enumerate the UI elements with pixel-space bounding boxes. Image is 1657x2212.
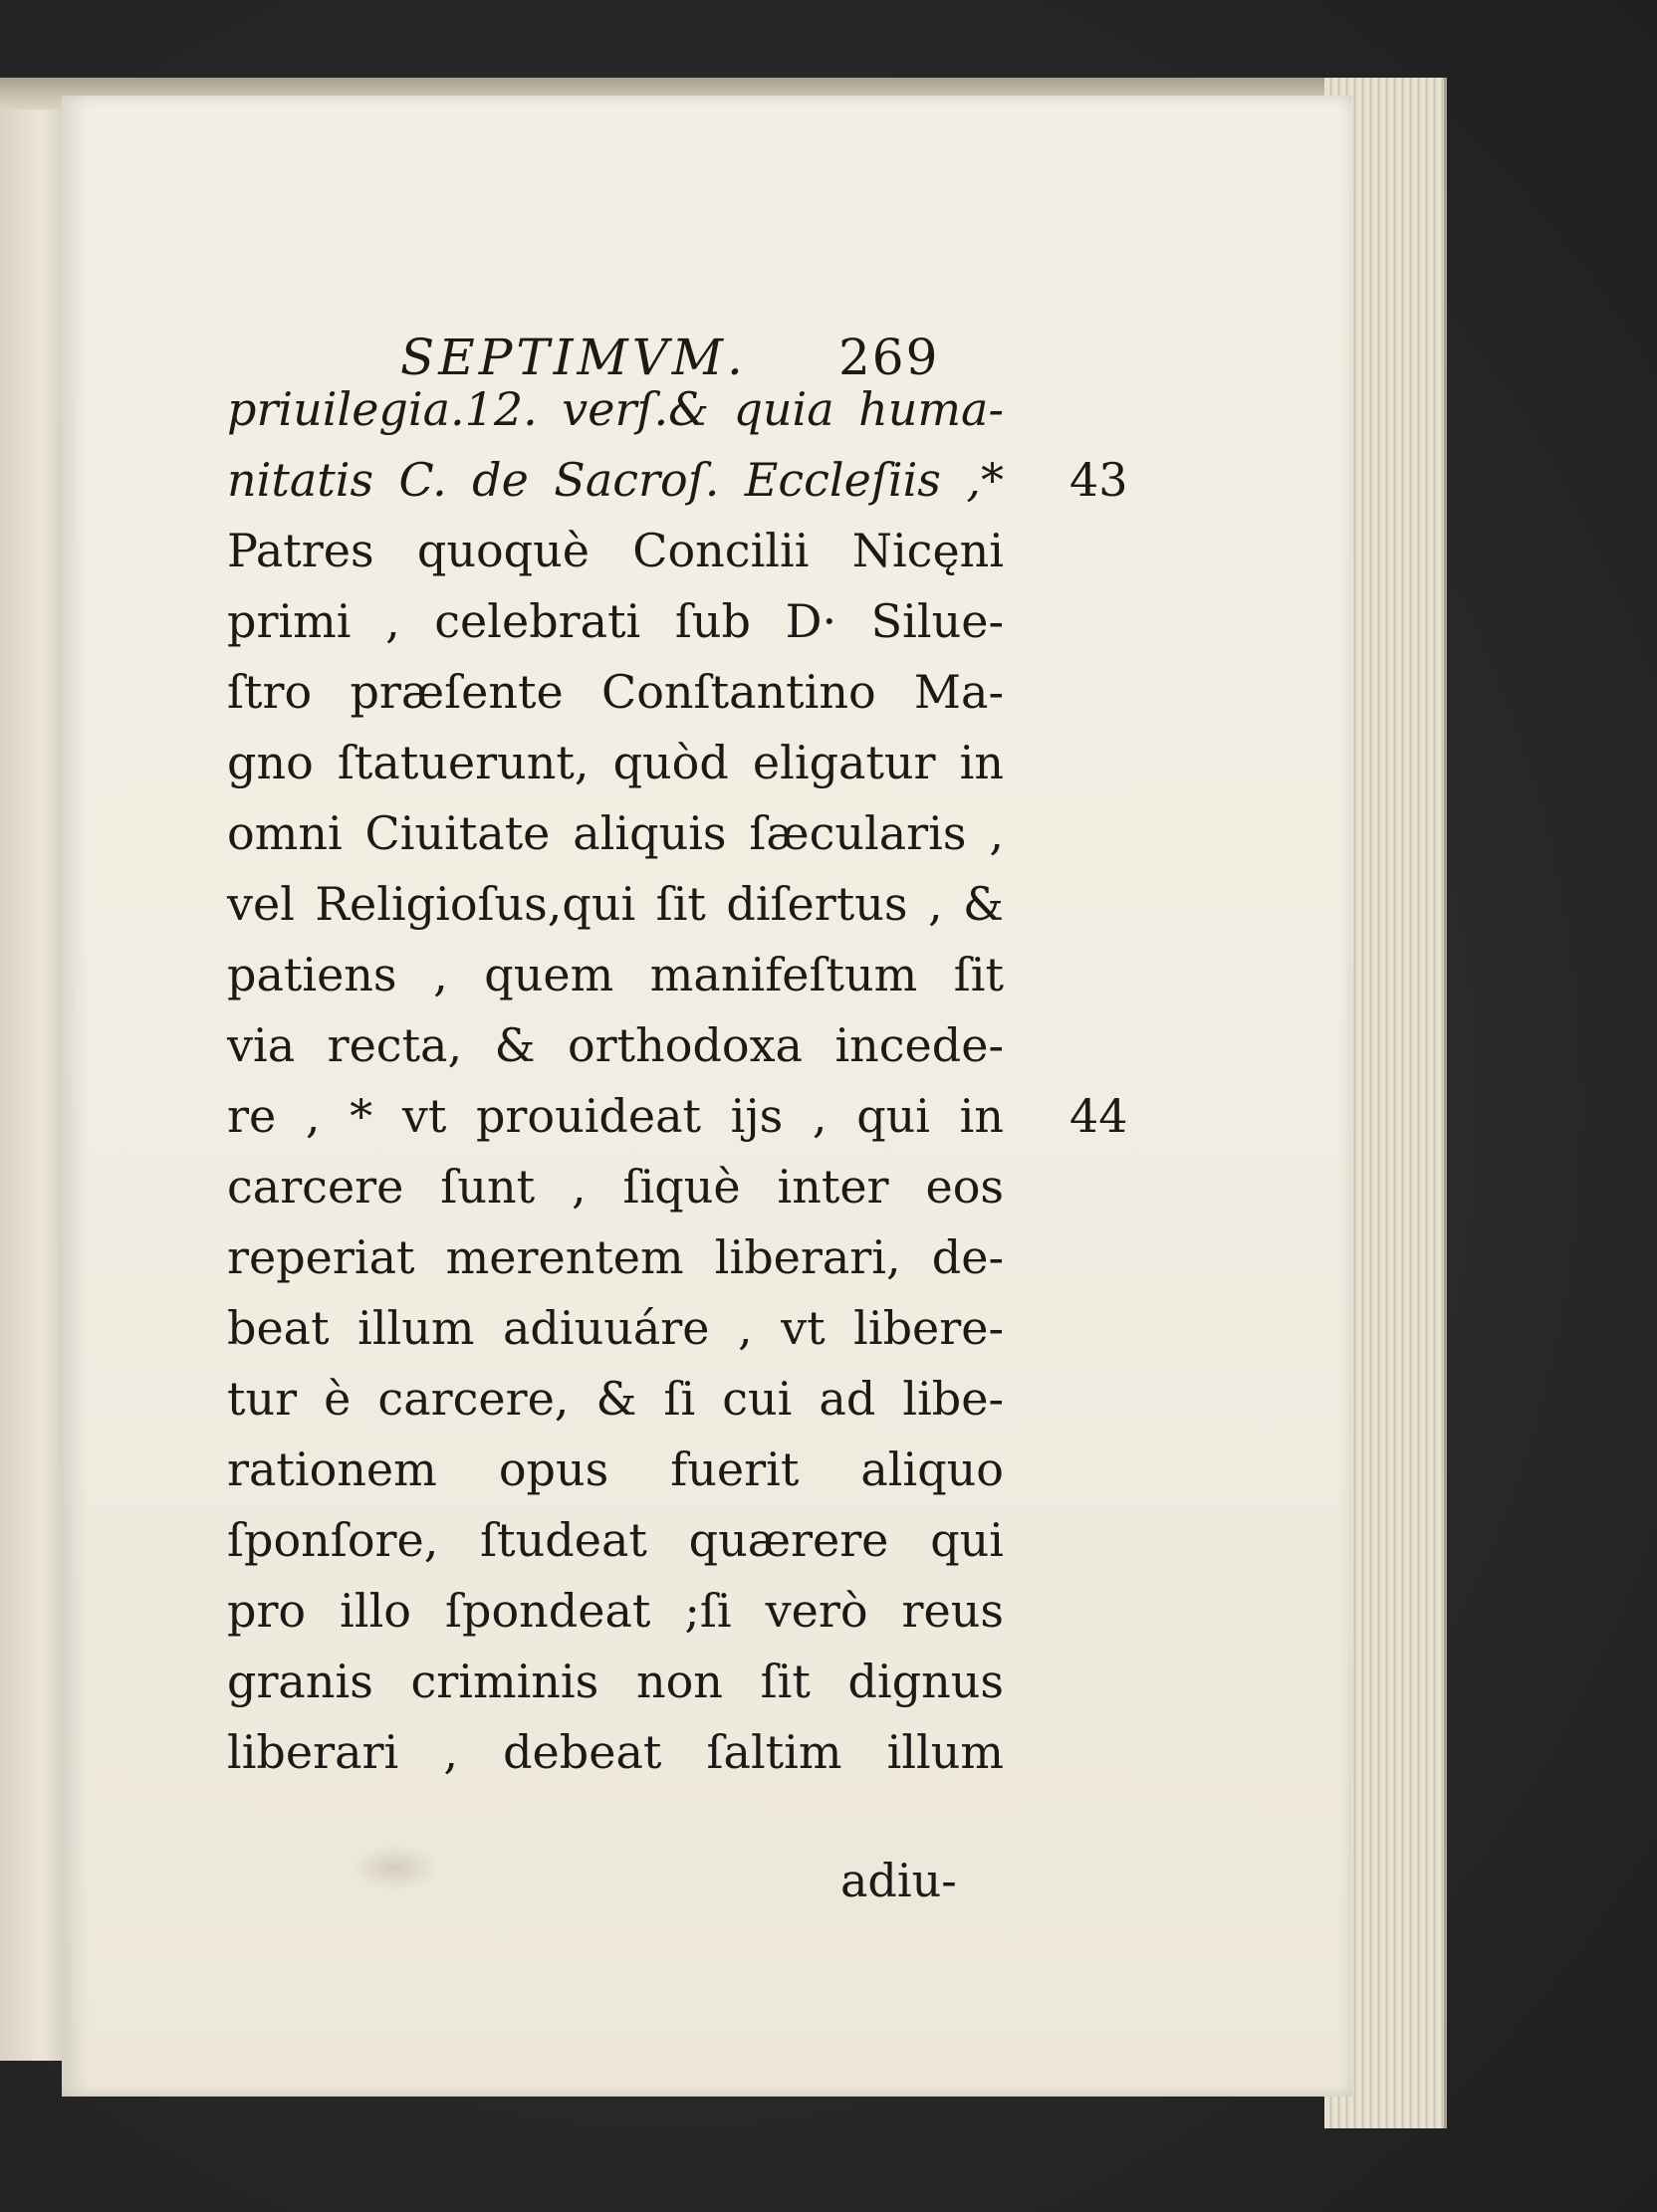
text-line: via recta, & orthodoxa incede- <box>227 1018 1004 1072</box>
page-number: 269 <box>838 329 940 386</box>
text-line: omni Ciuitate aliquis ſæcularis , <box>227 806 1004 860</box>
text-line: Patres quoquè Concilii Nicęni <box>227 524 1004 577</box>
text-line: primi , celebrati ſub D· Silue- <box>227 594 1004 648</box>
margin-note: 43 <box>1069 453 1128 507</box>
text-line: tur è carcere, & ſi cui ad libe- <box>227 1372 1004 1426</box>
text-line: carcere ſunt , ſiquè inter eos <box>227 1160 1004 1214</box>
text-line: ſponſore, ſtudeat quærere qui <box>227 1513 1004 1567</box>
text-line: liberari , debeat ſaltim illum <box>227 1725 1004 1779</box>
book-page <box>62 96 1352 2097</box>
text-line: priuilegia.12. verſ.& quia huma- <box>227 382 1004 436</box>
margin-note: 44 <box>1069 1089 1128 1143</box>
text-line: vel Religioſus,qui ſit diſertus , & <box>227 877 1004 931</box>
running-head-title: SEPTIMVM. <box>400 329 747 386</box>
ink-smudge <box>351 1844 440 1891</box>
text-line: ſtro præſente Conſtantino Ma- <box>227 665 1004 719</box>
page-text <box>62 96 1352 2097</box>
text-line: gno ſtatuerunt, quòd eligatur in <box>227 736 1004 789</box>
text-line: nitatis C. de Sacroſ. Eccleſiis ,* <box>227 453 1004 507</box>
text-line: patiens , quem manifeſtum ſit <box>227 948 1004 1001</box>
text-line: reperiat merentem liberari, de- <box>227 1230 1004 1284</box>
text-line: rationem opus fuerit aliquo <box>227 1442 1004 1496</box>
text-line: granis criminis non ſit dignus <box>227 1655 1004 1708</box>
text-line: pro illo ſpondeat ;ſi verò reus <box>227 1584 1004 1638</box>
text-line: re , * vt prouideat ijs , qui in <box>227 1089 1004 1143</box>
text-line: beat illum adiuuáre , vt libere- <box>227 1301 1004 1355</box>
catchword: adiu- <box>840 1854 957 1907</box>
